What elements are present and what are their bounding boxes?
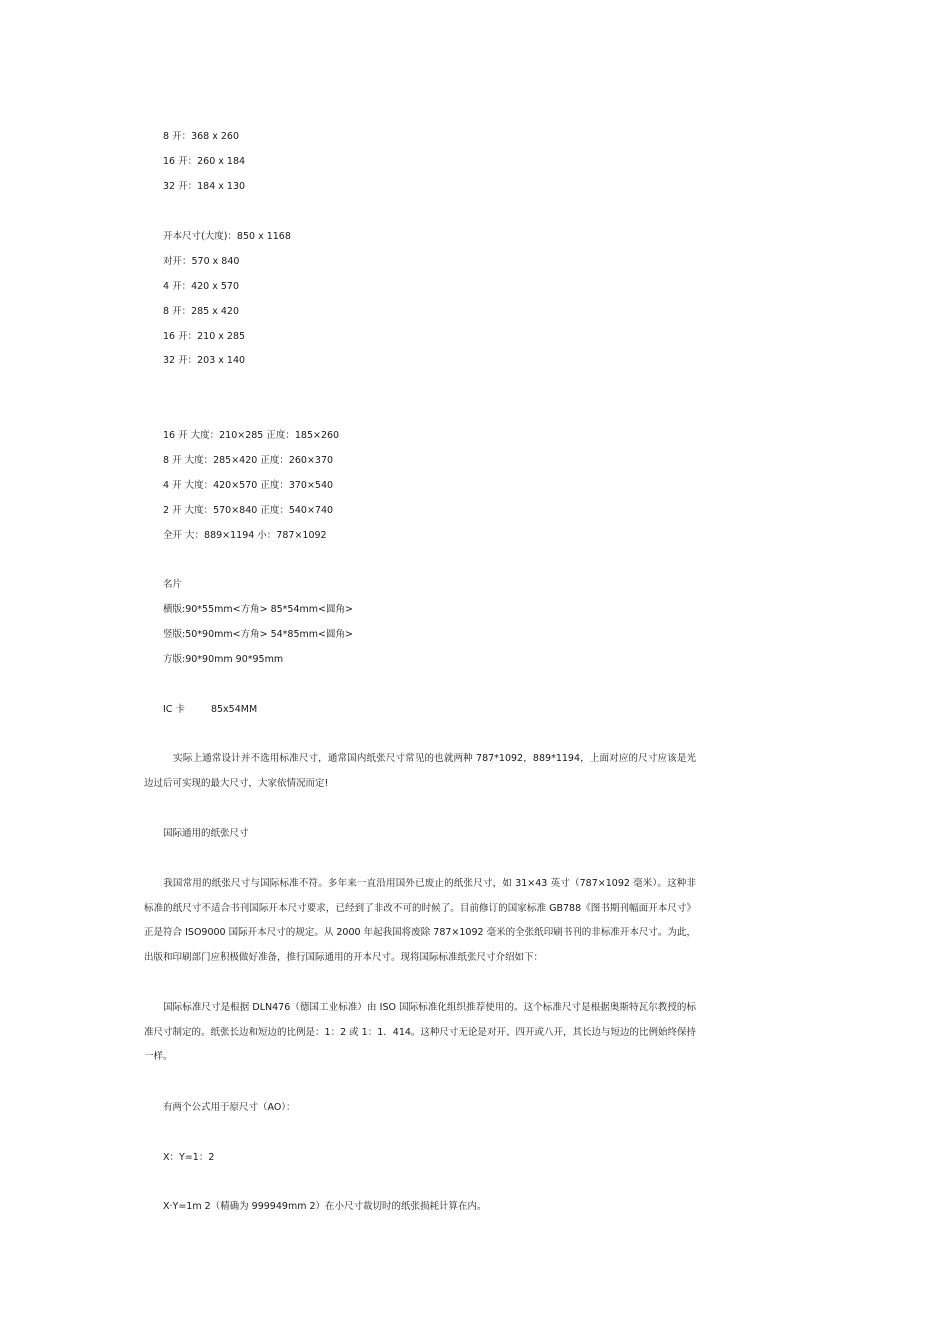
size-line: 2 开 大度：570×840 正度：540×740 xyxy=(163,505,334,516)
size-line: 8 开 大度：285×420 正度：260×370 xyxy=(163,455,334,466)
size-line: 32 开：184 x 130 xyxy=(163,181,246,192)
size-line: 16 开：260 x 184 xyxy=(163,156,246,167)
section-heading: 国际通用的纸张尺寸 xyxy=(163,828,249,839)
size-line: 4 开 大度：420×570 正度：370×540 xyxy=(163,480,334,491)
size-line: 8 开：285 x 420 xyxy=(163,306,239,317)
business-card-title: 名片 xyxy=(163,579,183,590)
formula-line: X·Y=1m 2（精确为 999949mm 2）在小尺寸裁切时的纸张损耗计算在内。 xyxy=(163,1201,487,1212)
size-line: 32 开：203 x 140 xyxy=(163,355,246,366)
business-card-item: 方版:90*90mm 90*95mm xyxy=(163,654,284,665)
formula-intro: 有两个公式用于原尺寸（AO）： xyxy=(163,1102,296,1113)
size-line: 8 开：368 x 260 xyxy=(163,131,239,142)
size-line: 开本尺寸(大度)：850 x 1168 xyxy=(163,231,291,242)
formula-line: X：Y=1：2 xyxy=(163,1152,215,1163)
note-paragraph xyxy=(144,747,696,796)
note-paragraph-text: 实际上通常设计并不选用标准尺寸，通常国内纸张尺寸常见的也就两种 787*1092，889*1194，上面对应的尺寸应该是光边过后可实现的最大尺寸，大家依情况而定! xyxy=(144,753,696,789)
ic-card-label: IC 卡 xyxy=(163,704,185,715)
body-paragraph xyxy=(144,872,696,970)
size-line: 16 开：210 x 285 xyxy=(163,331,246,342)
size-line: 全开 大：889×1194 小：787×1092 xyxy=(163,530,327,541)
body-paragraph-text: 我国常用的纸张尺寸与国际标准不符。多年来一直沿用国外已废止的纸张尺寸，如 31×43 英寸（787×1092 毫米）。这种非标准的纸尺寸不适合书刊国际开本尺寸要求，已经到了非改不可的时候了。目前修订的国家标准 GB788《图书期刊幅面开本尺寸》正是符合 ISO9000 国际开本尺寸的规定。从 2000 年起我国将废除 787×1092 毫米的全张纸印刷书刊的非标准开本尺寸。为此，出版和印刷部门应积极做好准备，推行国际通用的开本尺寸。现将国际标准纸张尺寸介绍如下： xyxy=(144,878,696,963)
ic-card-value: 85x54MM xyxy=(210,704,258,715)
business-card-item: 横版:90*55mm<方角> 85*54mm<圆角> xyxy=(163,604,353,615)
size-line: 4 开：420 x 570 xyxy=(163,281,239,292)
size-line: 16 开 大度：210×285 正度：185×260 xyxy=(163,430,340,441)
body-paragraph-text: 国际标准尺寸是根据 DLN476（德国工业标准）由 ISO 国际标准化组织推荐使用的。这个标准尺寸是根据奥斯特瓦尔教授的标准尺寸制定的。纸张长边和短边的比例是：1：2 或 1：1．414。这种尺寸无论是对开、四开或八开，其长边与短边的比例始终保持一样。 xyxy=(144,1002,696,1062)
business-card-item: 竖版:50*90mm<方角> 54*85mm<圆角> xyxy=(163,629,353,640)
ic-card-line xyxy=(163,704,257,716)
size-line: 对开：570 x 840 xyxy=(163,256,240,267)
body-paragraph xyxy=(144,996,696,1070)
